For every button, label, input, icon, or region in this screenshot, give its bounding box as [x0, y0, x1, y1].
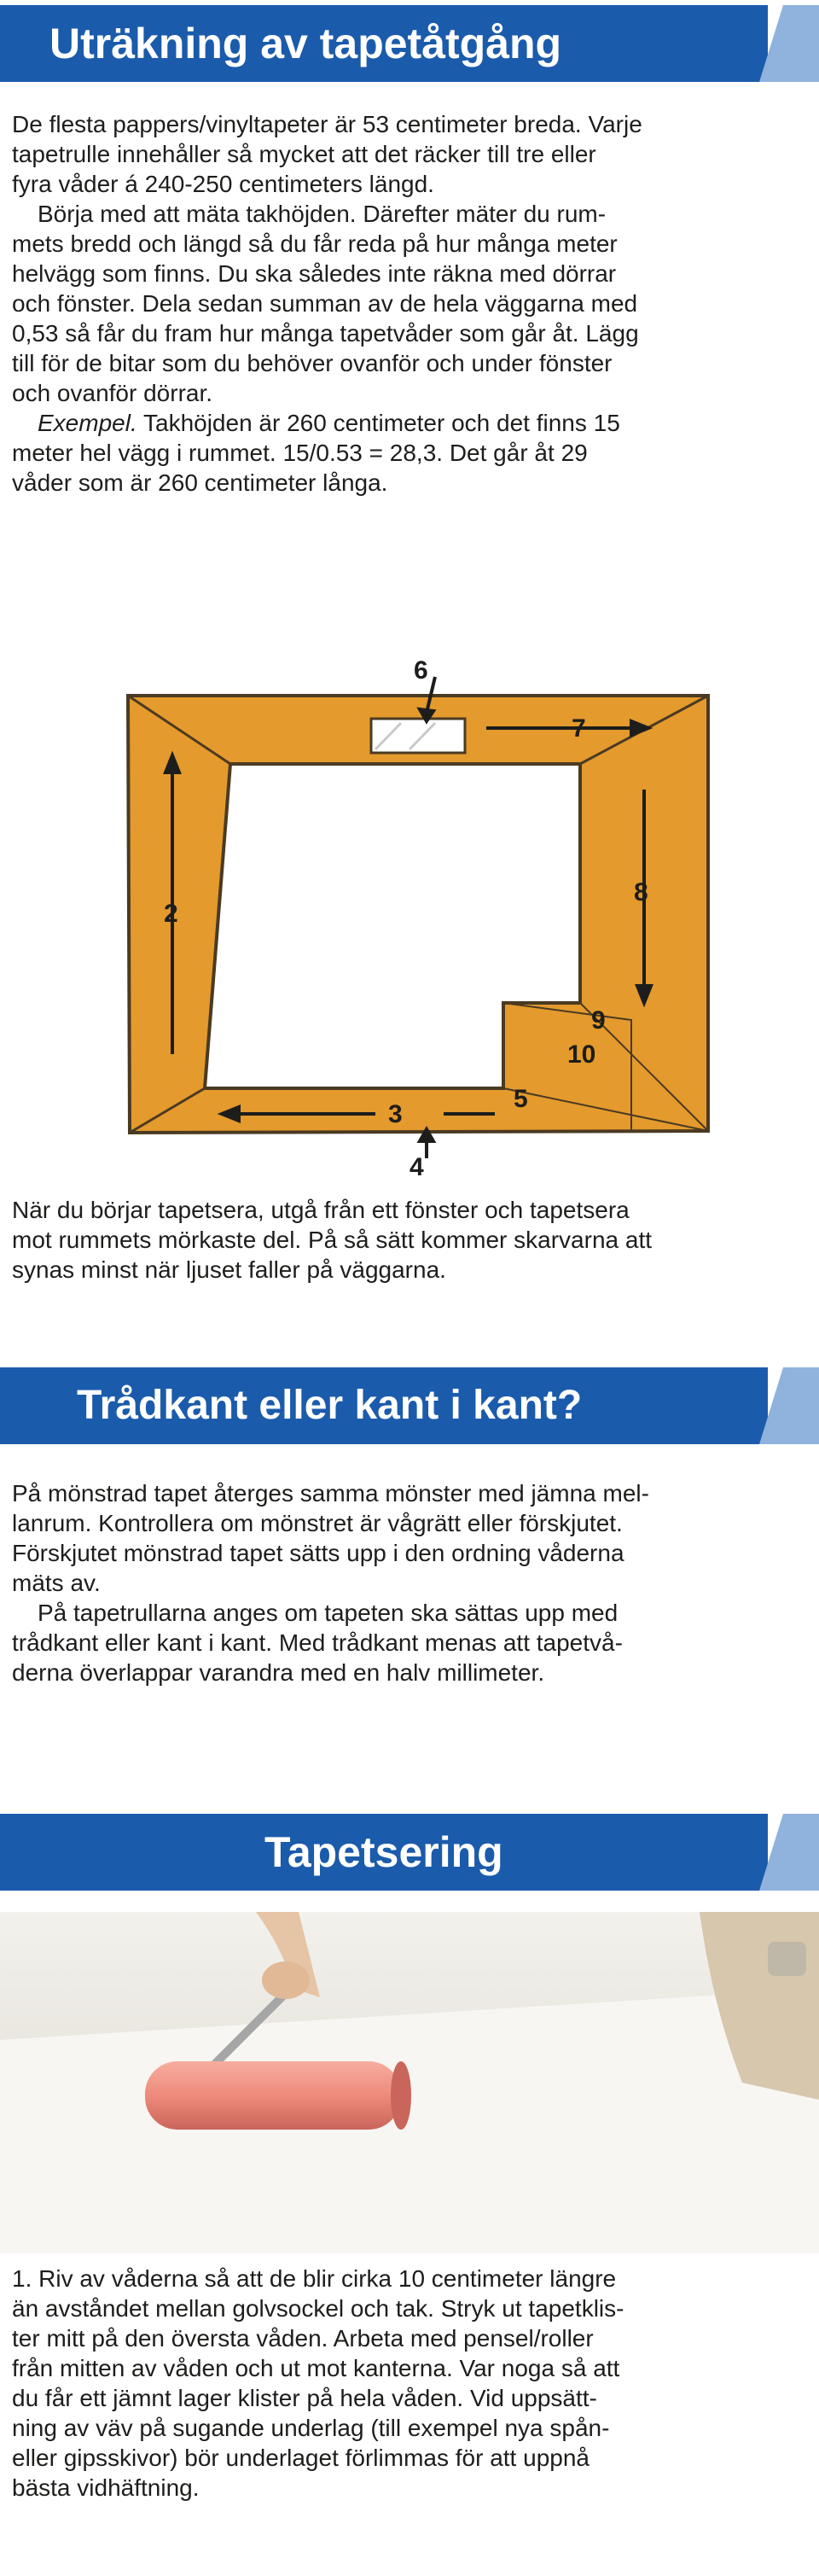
wall-label-10: 10	[567, 1040, 596, 1069]
section-title-calc: Uträkning av tapetåtgång	[49, 20, 562, 67]
wrist-watch	[768, 1942, 806, 1976]
example-label: Exempel.	[38, 410, 137, 436]
window-opening	[371, 719, 465, 753]
wall-label-8: 8	[634, 878, 648, 906]
section-title-seam: Trådkant eller kant i kant?	[77, 1383, 583, 1428]
section-banner-hanging	[0, 1814, 768, 1891]
banner-accent-seam	[759, 1367, 819, 1444]
banner-accent-hanging	[759, 1814, 819, 1891]
seam-paragraph-2: På tapetrullarna anges om tapeten ska sättas upp med trådkant eller kant i kant. Med trådkant menas att tapetvå- derna överlappar varandra med en halv millimeter.	[12, 1600, 623, 1686]
person-hand	[262, 1961, 310, 1999]
wall-diagram	[119, 653, 717, 1182]
step-1-paragraph: 1. Riv av våderna så att de blir cirka 10 centimeter längre än avståndet mellan golvsockel och tak. Stryk ut tapetklis- ter mitt på den översta våden. Arbeta med pensel/roller från mitten av våden och ut mot kanterna. Var noga så att du får ett jämnt lager klister på hela våden. Vid uppsätt- ning av väv på sugande underlag (till exempel nya spån- eller gipsskivor) bör underlaget förlimmas för att uppnå bästa vidhäftning.	[12, 2265, 624, 2501]
wall-label-3: 3	[388, 1100, 403, 1128]
wall-label-2: 2	[164, 900, 178, 928]
example-text: Takhöjden är 260 centimeter och det finns 15 meter hel vägg i rummet. 15/0.53 = 28,3. Det går åt 29 våder som är 260 centimeter långa.	[12, 410, 620, 496]
wall-label-4: 4	[410, 1153, 424, 1181]
roller-photo	[0, 1912, 819, 2253]
tip-paragraph: När du börjar tapetsera, utgå från ett fönster och tapetsera mot rummets mörkaste del. På så sätt kommer skarvarna att synas minst när ljuset faller på väggarna.	[12, 1197, 653, 1283]
wall-label-7: 7	[572, 714, 586, 743]
calc-example	[12, 408, 805, 498]
paint-roller	[145, 2061, 401, 2130]
wall-label-9: 9	[591, 1006, 606, 1034]
wall-label-5: 5	[514, 1085, 528, 1113]
section-banner-calc	[0, 5, 768, 82]
section-banner-seam	[0, 1367, 768, 1444]
calc-paragraph-1: De flesta pappers/vinyltapeter är 53 centimeter breda. Varje tapetrulle innehåller så mycket att det räcker till tre eller fyra våder á 240-250 centimeters längd.	[12, 111, 642, 197]
section-title-hanging: Tapetsering	[264, 1828, 503, 1876]
wall-label-6: 6	[414, 656, 428, 685]
banner-accent-calc	[759, 5, 819, 82]
calc-paragraph-2: Börja med att mäta takhöjden. Därefter mäter du rum- mets bredd och längd så du får reda på hur många meter helvägg som finns. Du ska således inte räkna med dörrar och fönster. Dela sedan summan av de hela väggarna med 0,53 så får du fram hur många tapetvåder som går åt. Lägg till för de bitar som du behöver ovanför och under fönster och ovanför dörrar.	[12, 201, 639, 406]
roller-illustration	[0, 1912, 819, 2253]
seam-paragraph-1: På mönstrad tapet återges samma mönster med jämna mel- lanrum. Kontrollera om mönstret är vågrätt eller förskjutet. Förskjutet mönstrad tapet sätts upp i den ordning våderna mäts av.	[12, 1480, 649, 1596]
